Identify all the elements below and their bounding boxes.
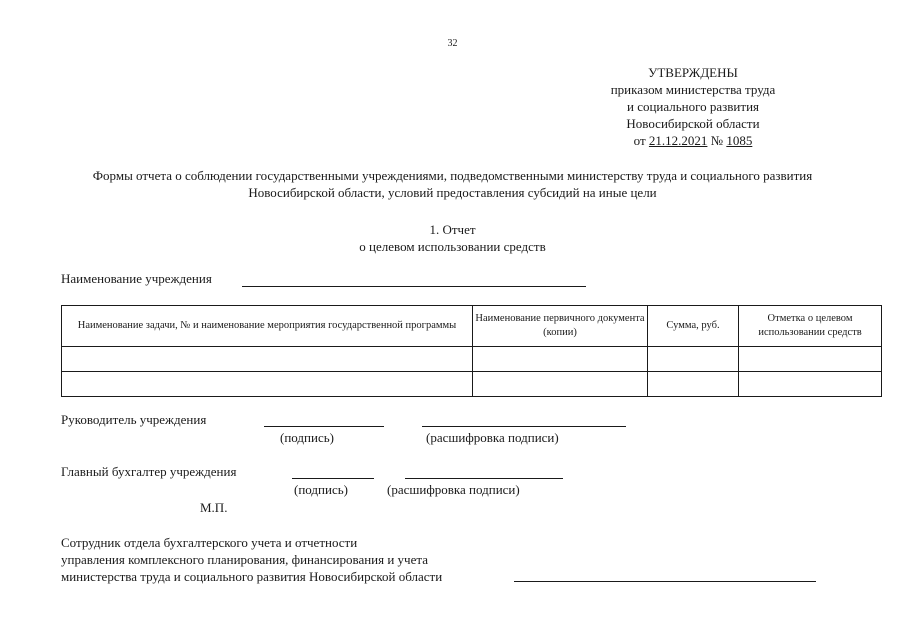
accountant-signature-caption: (подпись) <box>294 482 348 497</box>
table-cell[interactable] <box>739 372 882 397</box>
accountant-signature-field[interactable] <box>292 478 374 479</box>
institution-label: Наименование учреждения <box>61 271 212 286</box>
employee-line-2: управления комплексного планирования, финансирования и учета <box>61 552 428 567</box>
table-cell[interactable] <box>648 372 739 397</box>
approval-number-prefix: № <box>710 133 724 148</box>
col-header-sum: Сумма, руб. <box>648 306 739 347</box>
approval-date-prefix: от <box>633 133 646 148</box>
report-number-title: 1. Отчет <box>429 222 476 237</box>
table-cell[interactable] <box>473 347 648 372</box>
approval-block <box>578 64 808 149</box>
table-row <box>62 372 882 397</box>
report-subtitle: о целевом использовании средств <box>359 239 546 254</box>
col-header-task: Наименование задачи, № и наименование мероприятия государственной программы <box>62 306 473 347</box>
approval-heading: УТВЕРЖДЕНЫ <box>648 65 738 80</box>
institution-name-field[interactable] <box>242 286 586 287</box>
approval-date-line <box>578 132 808 149</box>
document-title: Формы отчета о соблюдении государственными учреждениями, подведомственными министерству труда и социального развития Новосибирской области, условий предоставления субсидий на иные цели <box>92 168 813 200</box>
employee-signature-field[interactable] <box>514 581 816 582</box>
table-row <box>62 347 882 372</box>
approval-line-3: Новосибирской области <box>626 116 760 131</box>
head-signature-field[interactable] <box>264 426 384 427</box>
accountant-decryption-caption: (расшифровка подписи) <box>387 482 520 497</box>
head-decryption-field[interactable] <box>422 426 626 427</box>
approval-line-1: приказом министерства труда <box>610 82 776 97</box>
accountant-decryption-field[interactable] <box>405 478 563 479</box>
table-cell[interactable] <box>473 372 648 397</box>
approval-date: 21.12.2021 <box>648 133 708 148</box>
table-cell[interactable] <box>62 372 473 397</box>
report-heading <box>0 221 905 255</box>
approval-number: 1085 <box>726 133 753 148</box>
table-cell[interactable] <box>739 347 882 372</box>
report-table <box>61 305 882 397</box>
head-signature-caption: (подпись) <box>280 430 334 445</box>
chief-accountant-label: Главный бухгалтер учреждения <box>61 464 237 479</box>
head-decryption-caption: (расшифровка подписи) <box>426 430 559 445</box>
table-cell[interactable] <box>648 347 739 372</box>
employee-line-3: министерства труда и социального развития Новосибирской области <box>61 569 443 584</box>
table-cell[interactable] <box>62 347 473 372</box>
table-header-row <box>62 306 882 347</box>
col-header-mark: Отметка о целевом использовании средств <box>739 306 882 347</box>
head-label: Руководитель учреждения <box>61 412 207 427</box>
employee-line-1: Сотрудник отдела бухгалтерского учета и отчетности <box>61 535 358 550</box>
employee-block <box>61 534 442 585</box>
col-header-document: Наименование первичного документа (копии) <box>473 306 648 347</box>
approval-line-2: и социального развития <box>626 99 760 114</box>
page-number: 32 <box>447 38 458 49</box>
stamp-label: М.П. <box>200 500 228 515</box>
